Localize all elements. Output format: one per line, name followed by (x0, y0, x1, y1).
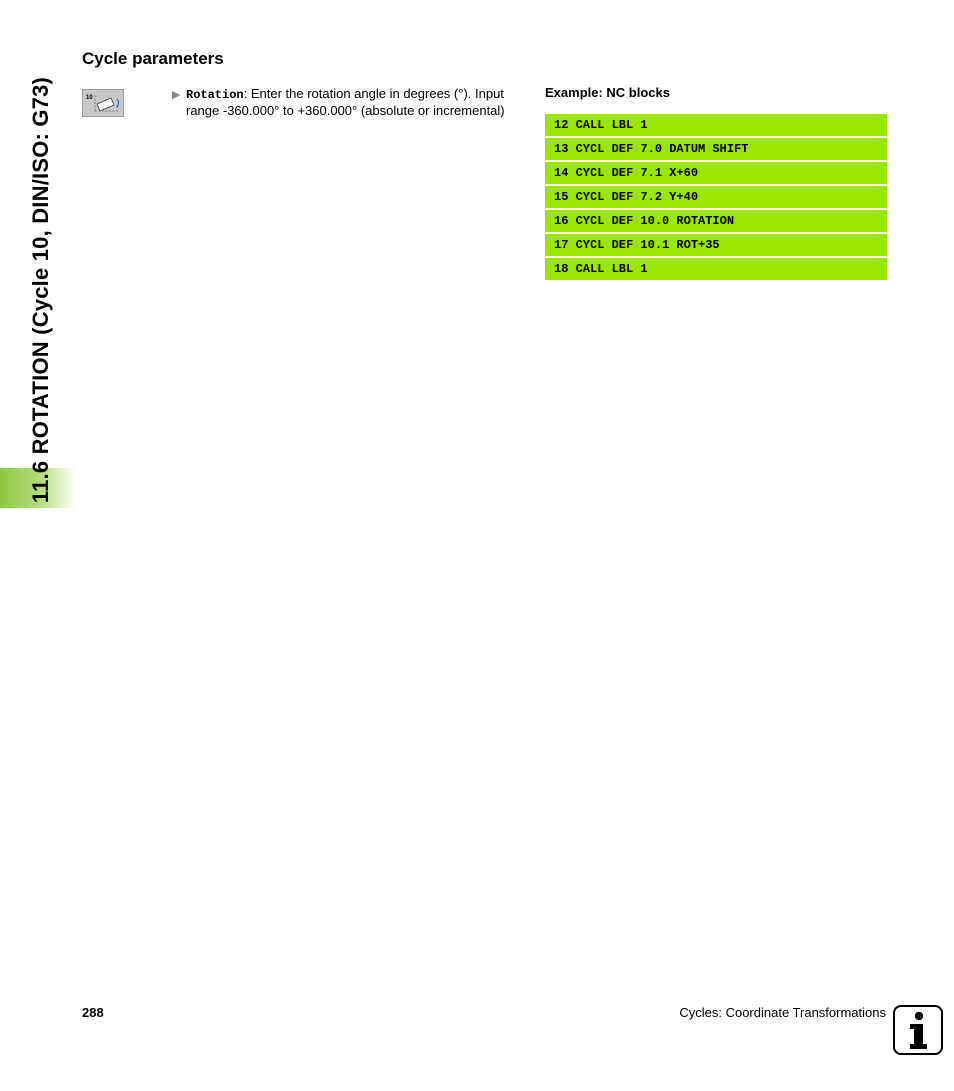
chapter-title: 11.6 ROTATION (Cycle 10, DIN/ISO: G73) (28, 76, 53, 504)
example-title: Example: NC blocks (545, 85, 670, 100)
nc-block-line: 13 CYCL DEF 7.0 DATUM SHIFT (545, 138, 887, 160)
rotation-softkey-icon (82, 89, 124, 117)
parameter-keyword: Rotation (186, 88, 244, 102)
softkey-label: 10 (86, 95, 93, 101)
nc-block-line: 18 CALL LBL 1 (545, 258, 887, 280)
nc-block-list (545, 114, 887, 282)
page-number: 288 (82, 1005, 104, 1020)
bullet-arrow-icon: ▶ (172, 89, 181, 101)
nc-block-line: 14 CYCL DEF 7.1 X+60 (545, 162, 887, 184)
parameter-text (186, 86, 532, 119)
nc-block-line: 16 CYCL DEF 10.0 ROTATION (545, 210, 887, 232)
nc-block-line: 12 CALL LBL 1 (545, 114, 887, 136)
info-glyph-icon (895, 1007, 941, 1053)
section-title: Cycle parameters (82, 49, 224, 68)
footer-chapter-name: Cycles: Coordinate Transformations (679, 1005, 886, 1020)
info-icon (893, 1005, 943, 1055)
parameter-description: : Enter the rotation angle in degrees (°). Input range -360.000° to +360.000° (absolute or incremental) (186, 86, 505, 118)
nc-block-line: 15 CYCL DEF 7.2 Y+40 (545, 186, 887, 208)
rotation-parameter (172, 86, 532, 119)
chapter-side-title (0, 0, 80, 1091)
nc-block-line: 17 CYCL DEF 10.1 ROT+35 (545, 234, 887, 256)
rotation-cycle-icon (83, 90, 123, 116)
